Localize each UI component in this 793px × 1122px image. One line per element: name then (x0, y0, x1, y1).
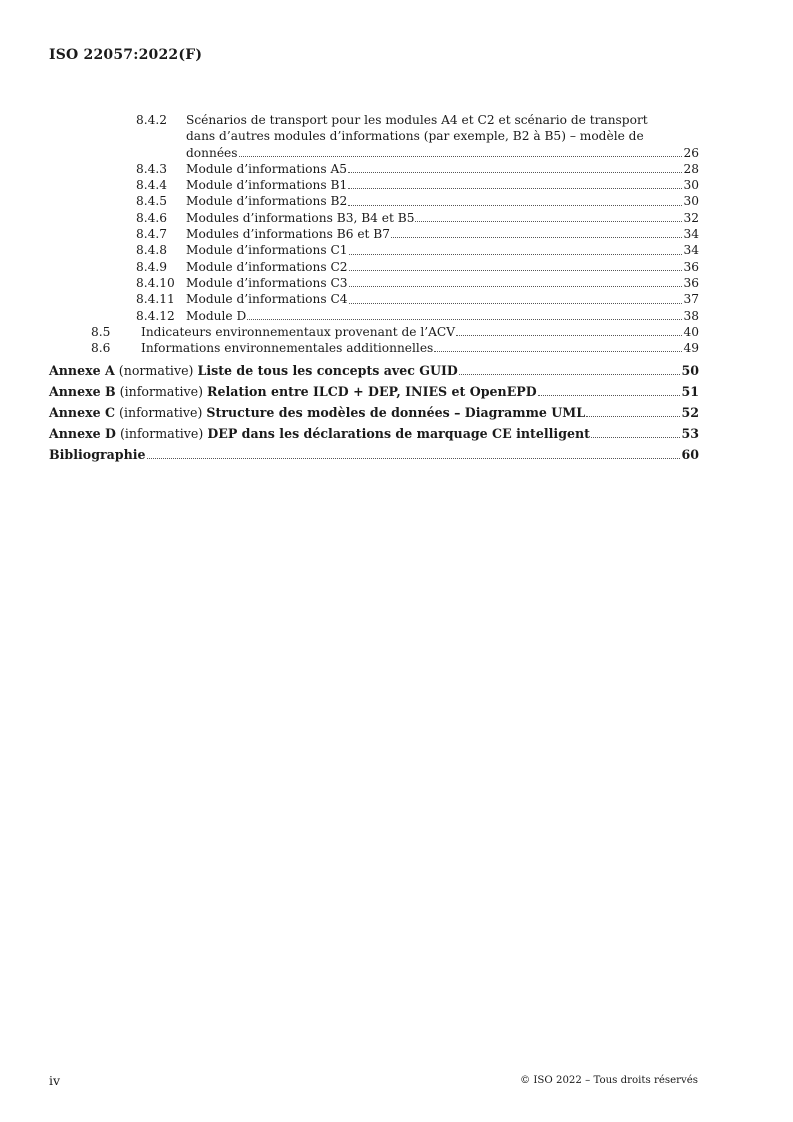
annex-label: Annexe B (49, 384, 116, 400)
toc-entry-8-4-11[interactable] (49, 291, 699, 307)
toc-entry-number: 8.6 (91, 341, 111, 356)
toc-annex-a[interactable] (49, 363, 699, 379)
leader-dots (239, 156, 683, 157)
toc-entry-page: 53 (681, 426, 699, 442)
toc-entry-page: 32 (683, 210, 699, 225)
toc-entry-8-4-9[interactable] (49, 259, 699, 275)
leader-dots (591, 437, 680, 438)
toc-annex-b[interactable] (49, 384, 699, 400)
document-id-header: ISO 22057:2022(F) (49, 47, 203, 63)
toc-entry-page: 28 (683, 161, 699, 176)
annex-title: Liste de tous les concepts avec GUID (197, 363, 458, 379)
annex-heading (49, 384, 537, 400)
toc-entry-page: 37 (683, 292, 699, 307)
toc-entry-title: Modules d’informations B6 et B7 (186, 227, 391, 242)
toc-entry-page: 36 (683, 275, 699, 290)
annex-label: Annexe A (49, 363, 115, 379)
page-number: iv (49, 1073, 61, 1088)
toc-entry-8-4-10[interactable] (49, 275, 699, 291)
toc-entry-title: Module d’informations A5 (186, 161, 348, 176)
toc-entry-number: 8.4.10 (136, 275, 175, 290)
annex-heading (49, 426, 590, 442)
bibliography-title: Bibliographie (49, 447, 146, 463)
toc-entry-number: 8.4.12 (136, 308, 175, 323)
leader-dots (391, 237, 682, 238)
leader-dots (538, 395, 681, 396)
toc-entry-page: 52 (681, 405, 699, 421)
annex-type: (informative) (119, 426, 204, 442)
leader-dots (415, 221, 682, 222)
leader-dots (349, 254, 683, 255)
leader-dots (348, 188, 682, 189)
leader-dots (459, 374, 681, 375)
toc-entry-title: Module d’informations B1 (186, 178, 348, 193)
toc-entry-title: Module d’informations B2 (186, 194, 348, 209)
annex-type: (normative) (118, 363, 194, 379)
toc-entry-page: 51 (681, 384, 699, 400)
leader-dots (456, 335, 682, 336)
leader-dots (349, 303, 683, 304)
leader-dots (434, 351, 682, 352)
toc-entry-page: 36 (683, 259, 699, 274)
toc-entry-8-4-4[interactable] (49, 177, 699, 193)
annex-type: (informative) (119, 405, 203, 421)
annex-title: Structure des modèles de données – Diagramme UML (206, 405, 586, 421)
toc-entry-page: 26 (683, 145, 699, 160)
toc-entry-8-4-6[interactable] (49, 210, 699, 226)
toc-entry-title: Module d’informations C3 (186, 275, 348, 290)
toc-bibliography[interactable] (49, 447, 699, 463)
annex-heading (49, 363, 458, 379)
toc-entry-page: 60 (681, 447, 699, 463)
annex-label: Annexe C (49, 405, 116, 421)
leader-dots (147, 458, 681, 459)
leader-dots (349, 286, 683, 287)
leader-dots (349, 270, 683, 271)
toc-entry-8-6[interactable] (49, 340, 699, 356)
toc-entry-page: 40 (683, 324, 699, 339)
toc-entry-number: 8.4.4 (136, 178, 168, 193)
toc-entry-8-4-5[interactable] (49, 193, 699, 209)
toc-entry-number: 8.4.8 (136, 243, 168, 258)
copyright-notice: © ISO 2022 – Tous droits réservés (519, 1075, 698, 1086)
toc-entry-page: 34 (683, 227, 699, 242)
leader-dots (348, 172, 682, 173)
toc-entry-number: 8.4.3 (136, 161, 168, 176)
toc-annex-d[interactable] (49, 426, 699, 442)
toc-entry-number: 8.4.5 (136, 194, 168, 209)
toc-entry-page: 38 (683, 308, 699, 323)
toc-entry-8-4-8[interactable] (49, 242, 699, 258)
toc-annex-c[interactable] (49, 405, 699, 421)
toc-entry-page: 50 (681, 363, 699, 379)
annex-type: (informative) (119, 384, 204, 400)
toc-entry-number: 8.4.6 (136, 210, 168, 225)
toc-entry-8-5[interactable] (49, 324, 699, 340)
toc-entry-title-line-1: Scénarios de transport pour les modules A4 et C2 et scénario de transport (186, 113, 648, 127)
toc-entry-number: 8.4.11 (136, 292, 175, 307)
toc-entry-number: 8.4.9 (136, 259, 168, 274)
toc-entry-8-4-3[interactable] (49, 161, 699, 177)
toc-entry-title: Modules d’informations B3, B4 et B5 (186, 210, 415, 225)
annex-title: Relation entre ILCD + DEP, INIES et OpenEPD (207, 384, 537, 400)
annex-label: Annexe D (49, 426, 116, 442)
toc-entry-number: 8.4.2 (136, 113, 168, 127)
toc-entry-number: 8.5 (91, 324, 111, 339)
toc-entry-title: Indicateurs environnementaux provenant de l’ACV (141, 324, 456, 339)
table-of-contents (49, 112, 699, 463)
toc-entry-title-line-3: données (186, 145, 238, 160)
leader-dots (348, 205, 682, 206)
toc-entry-title: Module d’informations C1 (186, 243, 348, 258)
toc-entry-page: 34 (683, 243, 699, 258)
toc-entry-number: 8.4.7 (136, 227, 168, 242)
toc-entry-title: Informations environnementales additionnelles (141, 341, 434, 356)
toc-entry-page: 30 (683, 194, 699, 209)
toc-entry-8-4-12[interactable] (49, 308, 699, 324)
annex-heading (49, 405, 585, 421)
leader-dots (247, 319, 682, 320)
toc-entry-title: Module D (186, 308, 247, 323)
toc-entry-8-4-2[interactable] (49, 112, 699, 161)
toc-entry-page: 49 (683, 341, 699, 356)
toc-entry-title: Module d’informations C4 (186, 292, 348, 307)
annex-title: DEP dans les déclarations de marquage CE intelligent (207, 426, 590, 442)
toc-entry-page: 30 (683, 178, 699, 193)
leader-dots (586, 416, 680, 417)
toc-entry-8-4-7[interactable] (49, 226, 699, 242)
toc-entry-title-line-2: dans d’autres modules d’informations (par exemple, B2 à B5) – modèle de (186, 129, 644, 144)
toc-entry-title: Module d’informations C2 (186, 259, 348, 274)
